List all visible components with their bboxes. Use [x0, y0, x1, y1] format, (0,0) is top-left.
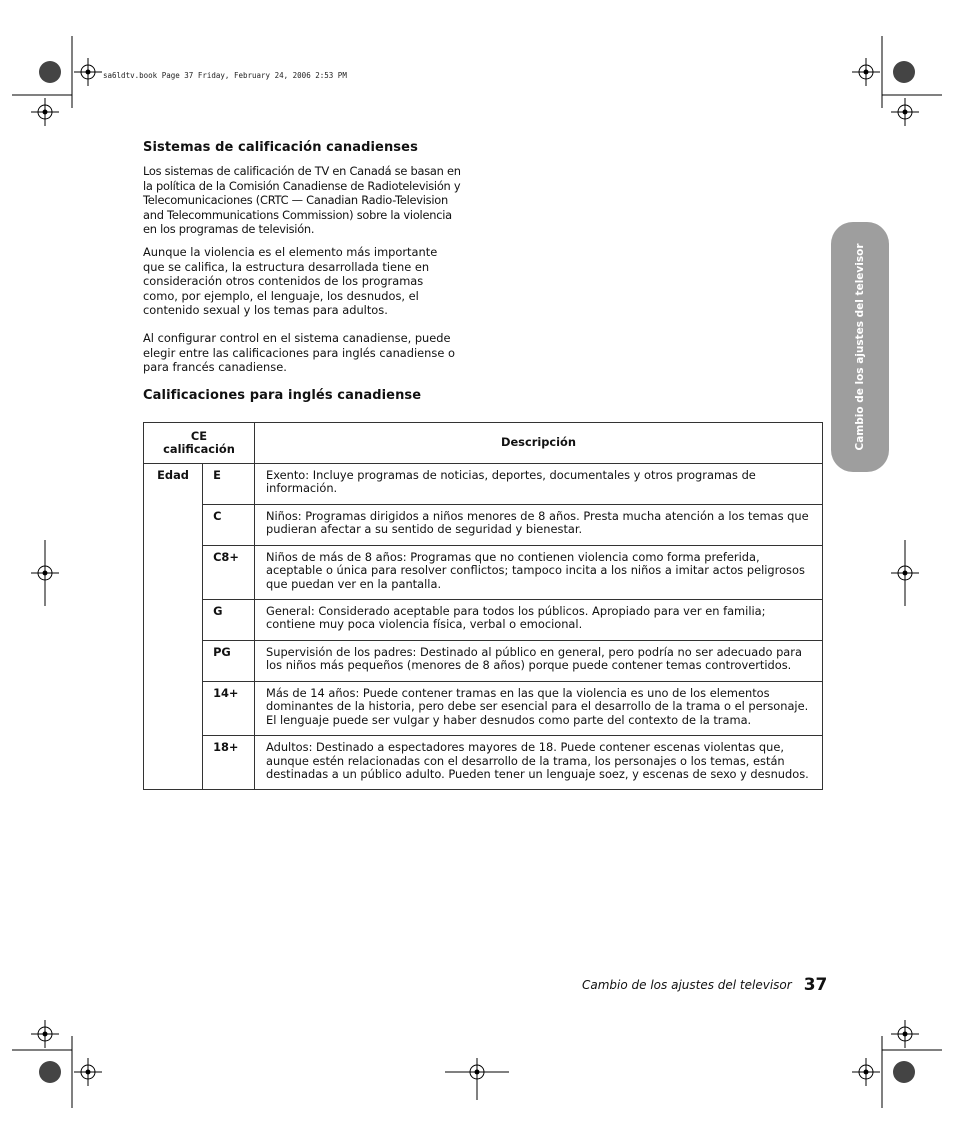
header-ce-rating: [144, 423, 255, 464]
table-row: [144, 464, 823, 505]
rating-code: PG: [203, 641, 255, 682]
ratings-table: [143, 422, 823, 790]
rating-description: Niños: Programas dirigidos a niños menores de 8 años. Presta mucha atención a los temas que pudieran afectar a su sentido de seguridad y bienestar.: [255, 504, 823, 545]
group-label-age: Edad: [144, 464, 203, 790]
rating-description: Exento: Incluye programas de noticias, deportes, documentales y otros programas de información.: [255, 464, 823, 505]
print-file-info: sa6ldtv.book Page 37 Friday, February 24, 2006 2:53 PM: [103, 71, 347, 80]
page-footer: [582, 974, 827, 994]
rating-code: C: [203, 504, 255, 545]
rating-code: 18+: [203, 736, 255, 790]
rating-description: Más de 14 años: Puede contener tramas en las que la violencia es uno de los elementos dominantes de la historia, pero debe ser esencial para el desarrollo de la trama o el personaje. El lenguaje puede ser vulgar y haber desnudos como parte del contexto de la trama.: [255, 682, 823, 736]
header-description: Descripción: [255, 423, 823, 464]
table-row: [144, 641, 823, 682]
table-row: [144, 682, 823, 736]
section-title-english-ratings: Calificaciones para inglés canadiense: [143, 388, 422, 403]
page-number: 37: [803, 975, 828, 995]
header-rating-label: calificación: [163, 442, 235, 456]
rating-code: E: [203, 464, 255, 505]
table-row: [144, 600, 823, 641]
chapter-side-tab-label: Cambio de los ajustes del televisor: [854, 243, 866, 451]
rating-description: General: Considerado aceptable para todos los públicos. Apropiado para ver en familia; contiene muy poca violencia física, verbal o emocional.: [255, 600, 823, 641]
rating-code: C8+: [203, 545, 255, 599]
paragraph-violence: Aunque la violencia es el elemento más importante que se califica, la estructura desarrollada tiene en consideración otros contenidos de los programas como, por ejemplo, el lenguaje, los desnudos, el contenido sexual y los temas para adultos.: [143, 245, 438, 318]
rating-description: Adultos: Destinado a espectadores mayores de 18. Puede contener escenas violentas que, aunque estén relacionadas con el desarrollo de la trama, los personajes o los temas, están destinadas a un público adulto. Pueden tener un lenguaje soez, y escenas de sexo y desnudos.: [255, 736, 823, 790]
chapter-side-tab: [831, 222, 889, 472]
footer-chapter-title: Cambio de los ajustes del televisor: [582, 978, 792, 992]
paragraph-intro: Los sistemas de calificación de TV en Canadá se basan en la política de la Comisión Canadiense de Radiotelevisión y Telecomunicaciones (CRTC — Canadian Radio-Television and Telecommunications Commission) sobre la violencia en los programas de televisión.: [143, 164, 461, 237]
table-row: [144, 545, 823, 599]
rating-code: 14+: [203, 682, 255, 736]
rating-description: Supervisión de los padres: Destinado al público en general, pero podría no ser adecuado para los niños más pequeños (menores de 8 años) porque puede contener temas controvertidos.: [255, 641, 823, 682]
rating-code: G: [203, 600, 255, 641]
header-ce-label: CE: [190, 429, 208, 443]
paragraph-configure: Al configurar control en el sistema canadiense, puede elegir entre las calificaciones para inglés canadiense o para francés canadiense.: [143, 331, 455, 375]
section-title-canadian-ratings: Sistemas de calificación canadienses: [143, 140, 418, 155]
rating-description: Niños de más de 8 años: Programas que no contienen violencia como forma preferida, aceptable o única para resolver conflictos; tampoco incita a los niños a imitar actos peligrosos que puedan ver en la pantalla.: [255, 545, 823, 599]
table-row: [144, 504, 823, 545]
table-row: [144, 736, 823, 790]
table-header-row: [144, 423, 823, 464]
